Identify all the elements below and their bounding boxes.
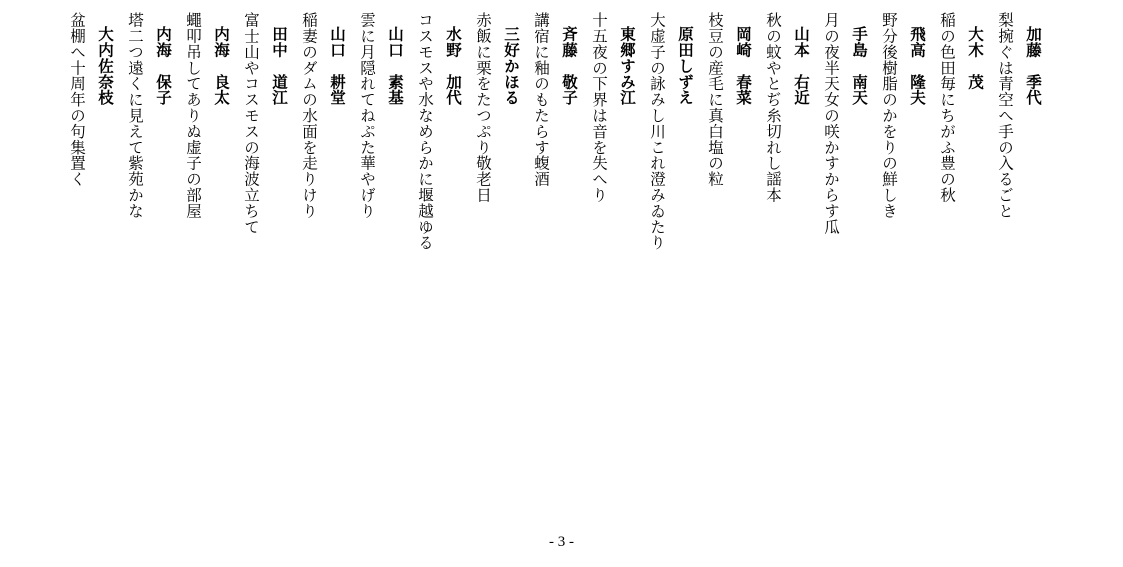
author-name: 斉藤 敬子 [560,26,579,106]
haiku-entry [758,4,816,203]
author-name: 三好かほる [502,26,521,106]
haiku-text: 秋の蚊やとぢ糸切れし謡本 [764,12,782,203]
author-name: 岡崎 春菜 [734,26,753,106]
haiku-text: 講宿に釉のもたらす蝮酒 [532,12,550,187]
haiku-text: 雲に月隠れてねぷた華やげり [358,12,376,219]
haiku-entry [700,4,758,187]
haiku-text: 富士山やコスモスの海波立ちて [242,12,260,235]
author-name: 内海 良太 [212,26,231,106]
author-name: 水野 加代 [444,26,463,106]
haiku-entry [62,4,120,187]
author-name: 原田しずえ [676,26,695,106]
haiku-text: 盆棚へ十周年の句集置く [68,12,86,187]
author-name: 大木 茂 [966,26,985,90]
haiku-text: 梨捥ぐは青空へ手の入るごと [996,12,1014,219]
haiku-text: 十五夜の下界は音を失へり [590,12,608,203]
haiku-text: コスモスや水なめらかに堰越ゆる [416,12,434,251]
haiku-text: 月の夜半天女の咲かすからす瓜 [822,12,840,235]
haiku-entry [236,4,294,235]
author-name: 手島 南天 [850,26,869,106]
haiku-entry [816,4,874,235]
page-number: - 3 - [549,534,574,550]
author-name: 加藤 季代 [1024,26,1043,106]
author-name: 山口 耕堂 [328,26,347,106]
author-name: 内海 保子 [154,26,173,106]
author-name: 飛高 隆夫 [908,26,927,106]
haiku-entry [642,4,700,251]
author-name: 山本 右近 [792,26,811,106]
author-name: 山口 素基 [386,26,405,106]
haiku-text: 稲妻のダムの水面を走りけり [300,12,318,219]
haiku-entry [468,4,526,203]
haiku-entry [584,4,642,203]
author-name: 大内佐奈枝 [96,26,115,106]
haiku-text: 赤飯に栗をたつぷり敬老日 [474,12,492,203]
haiku-text: 枝豆の産毛に真白塩の粒 [706,12,724,187]
haiku-text: 塔二つ遠くに見えて紫苑かな [126,12,144,219]
haiku-entry [874,4,932,219]
haiku-entry [294,4,352,219]
haiku-entry [410,4,468,251]
haiku-entry [352,4,410,219]
haiku-entry [932,4,990,203]
haiku-entry [178,4,236,219]
haiku-text: 蠅叩吊してありぬ虚子の部屋 [184,12,202,219]
haiku-entry [120,4,178,219]
haiku-text: 大虚子の詠みし川これ澄みゐたり [648,12,666,251]
author-name: 東郷すみ江 [618,26,637,106]
haiku-entry [990,4,1048,219]
haiku-text: 稲の色田毎にちがふ豊の秋 [938,12,956,203]
haiku-entry [526,4,584,187]
haiku-columns [62,4,1048,504]
author-name: 田中 道江 [270,26,289,106]
haiku-text: 野分後樹脂のかをりの鮮しき [880,12,898,219]
